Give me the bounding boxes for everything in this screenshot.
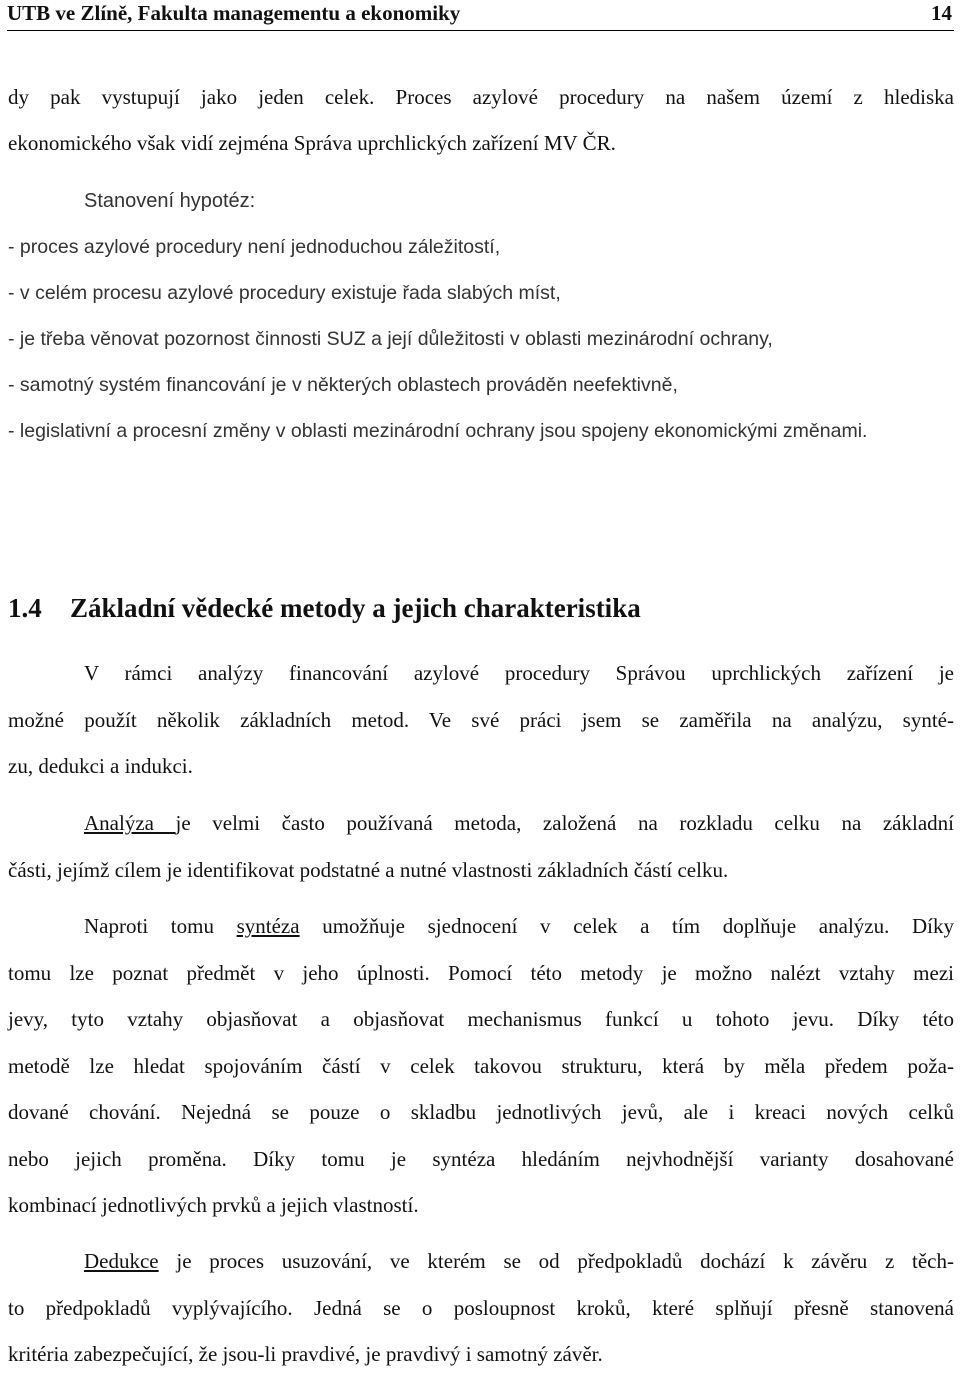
paragraph-line: nebo jejich proměna. Díky tomu je syntéza hledáním nejvhodnější varianty dosahované	[8, 1146, 954, 1171]
paragraph-line: V rámci analýzy financování azylové procedury Správou uprchlických zařízení je	[84, 661, 954, 685]
paragraph-text: Naproti tomu	[84, 914, 237, 938]
hypothesis-item: - samotný systém financování je v některých oblastech prováděn neefektivně,	[8, 374, 678, 396]
term-deduction: Dedukce	[84, 1249, 159, 1273]
hypothesis-item: - v celém procesu azylové procedury existuje řada slabých míst,	[8, 282, 561, 304]
section-title: Základní vědecké metody a jejich charakteristika	[70, 593, 641, 623]
paragraph-line: zu, dedukci a indukci.	[8, 754, 193, 778]
section-heading	[8, 585, 641, 631]
methods-paragraph	[8, 650, 954, 790]
intro-line: ekonomického však vidí zejména Správa uprchlických zařízení MV ČR.	[8, 131, 616, 155]
header-title: UTB ve Zlíně, Fakulta managementu a ekonomiky	[7, 1, 461, 25]
deduction-paragraph	[8, 1238, 954, 1378]
hypotheses-title: Stanovení hypotéz:	[84, 190, 256, 212]
paragraph-line: části, jejímž cílem je identifikovat podstatné a nutné vlastnosti základních částí celku.	[8, 857, 729, 882]
section-number: 1.4	[8, 593, 42, 623]
hypothesis-item: - legislativní a procesní změny v oblasti mezinárodní ochrany jsou spojeny ekonomickými změnami.	[8, 420, 868, 442]
hypothesis-item: - je třeba věnovat pozornost činnosti SUZ a její důležitosti v oblasti mezinárodní ochrany,	[8, 328, 773, 350]
intro-paragraph	[8, 74, 954, 166]
term-synthesis: syntéza	[236, 914, 300, 938]
hypothesis-item: - proces azylové procedury není jednoduchou záležitostí,	[8, 236, 501, 258]
paragraph-line: možné použít několik základních metod. Ve své práci jsem se zaměřila na analýzu, synté-	[8, 707, 954, 732]
synthesis-paragraph	[8, 903, 954, 1229]
paragraph-line: dované chování. Nejedná se pouze o skladbu jednotlivých jevů, ale i kreaci nových celků	[8, 1100, 954, 1124]
hypotheses-list	[8, 224, 954, 454]
paragraph-line: tomu lze poznat předmět v jeho úplnosti. Pomocí této metody je možno nalézt vztahy mezi	[8, 960, 954, 985]
analysis-paragraph	[8, 800, 954, 893]
paragraph-line: kombinací jednotlivých prvků a jejich vlastností.	[8, 1193, 419, 1217]
paragraph-line: jevy, tyto vztahy objasňovat a objasňovat mechanismus funkcí u tohoto jevu. Díky této	[8, 1007, 954, 1031]
paragraph-line: kritéria zabezpečující, že jsou-li pravdivé, je pravdivý i samotný závěr.	[8, 1342, 603, 1366]
running-header	[7, 0, 954, 31]
paragraph-line	[8, 903, 954, 950]
paragraph-text: umožňuje sjednocení v celek a tím doplňuje analýzu. Díky	[299, 914, 954, 938]
paragraph-text: je velmi často používaná metoda, založená na rozkladu celku na základní	[175, 811, 954, 835]
page-number: 14	[931, 1, 952, 25]
intro-line: dy pak vystupují jako jeden celek. Proces azylové procedury na našem území z hlediska	[8, 85, 954, 109]
paragraph-line	[8, 800, 954, 847]
paragraph-text: je proces usuzování, ve kterém se od předpokladů dochází k závěru z těch-	[158, 1249, 954, 1273]
paragraph-line: to předpokladů vyplývajícího. Jedná se o posloupnost kroků, které splňují přesně stanovená	[8, 1295, 954, 1320]
paragraph-line: metodě lze hledat spojováním částí v celek takovou strukturu, která by měla předem poža-	[8, 1053, 954, 1078]
term-analysis: Analýza	[84, 811, 176, 835]
paragraph-line	[8, 1238, 954, 1285]
